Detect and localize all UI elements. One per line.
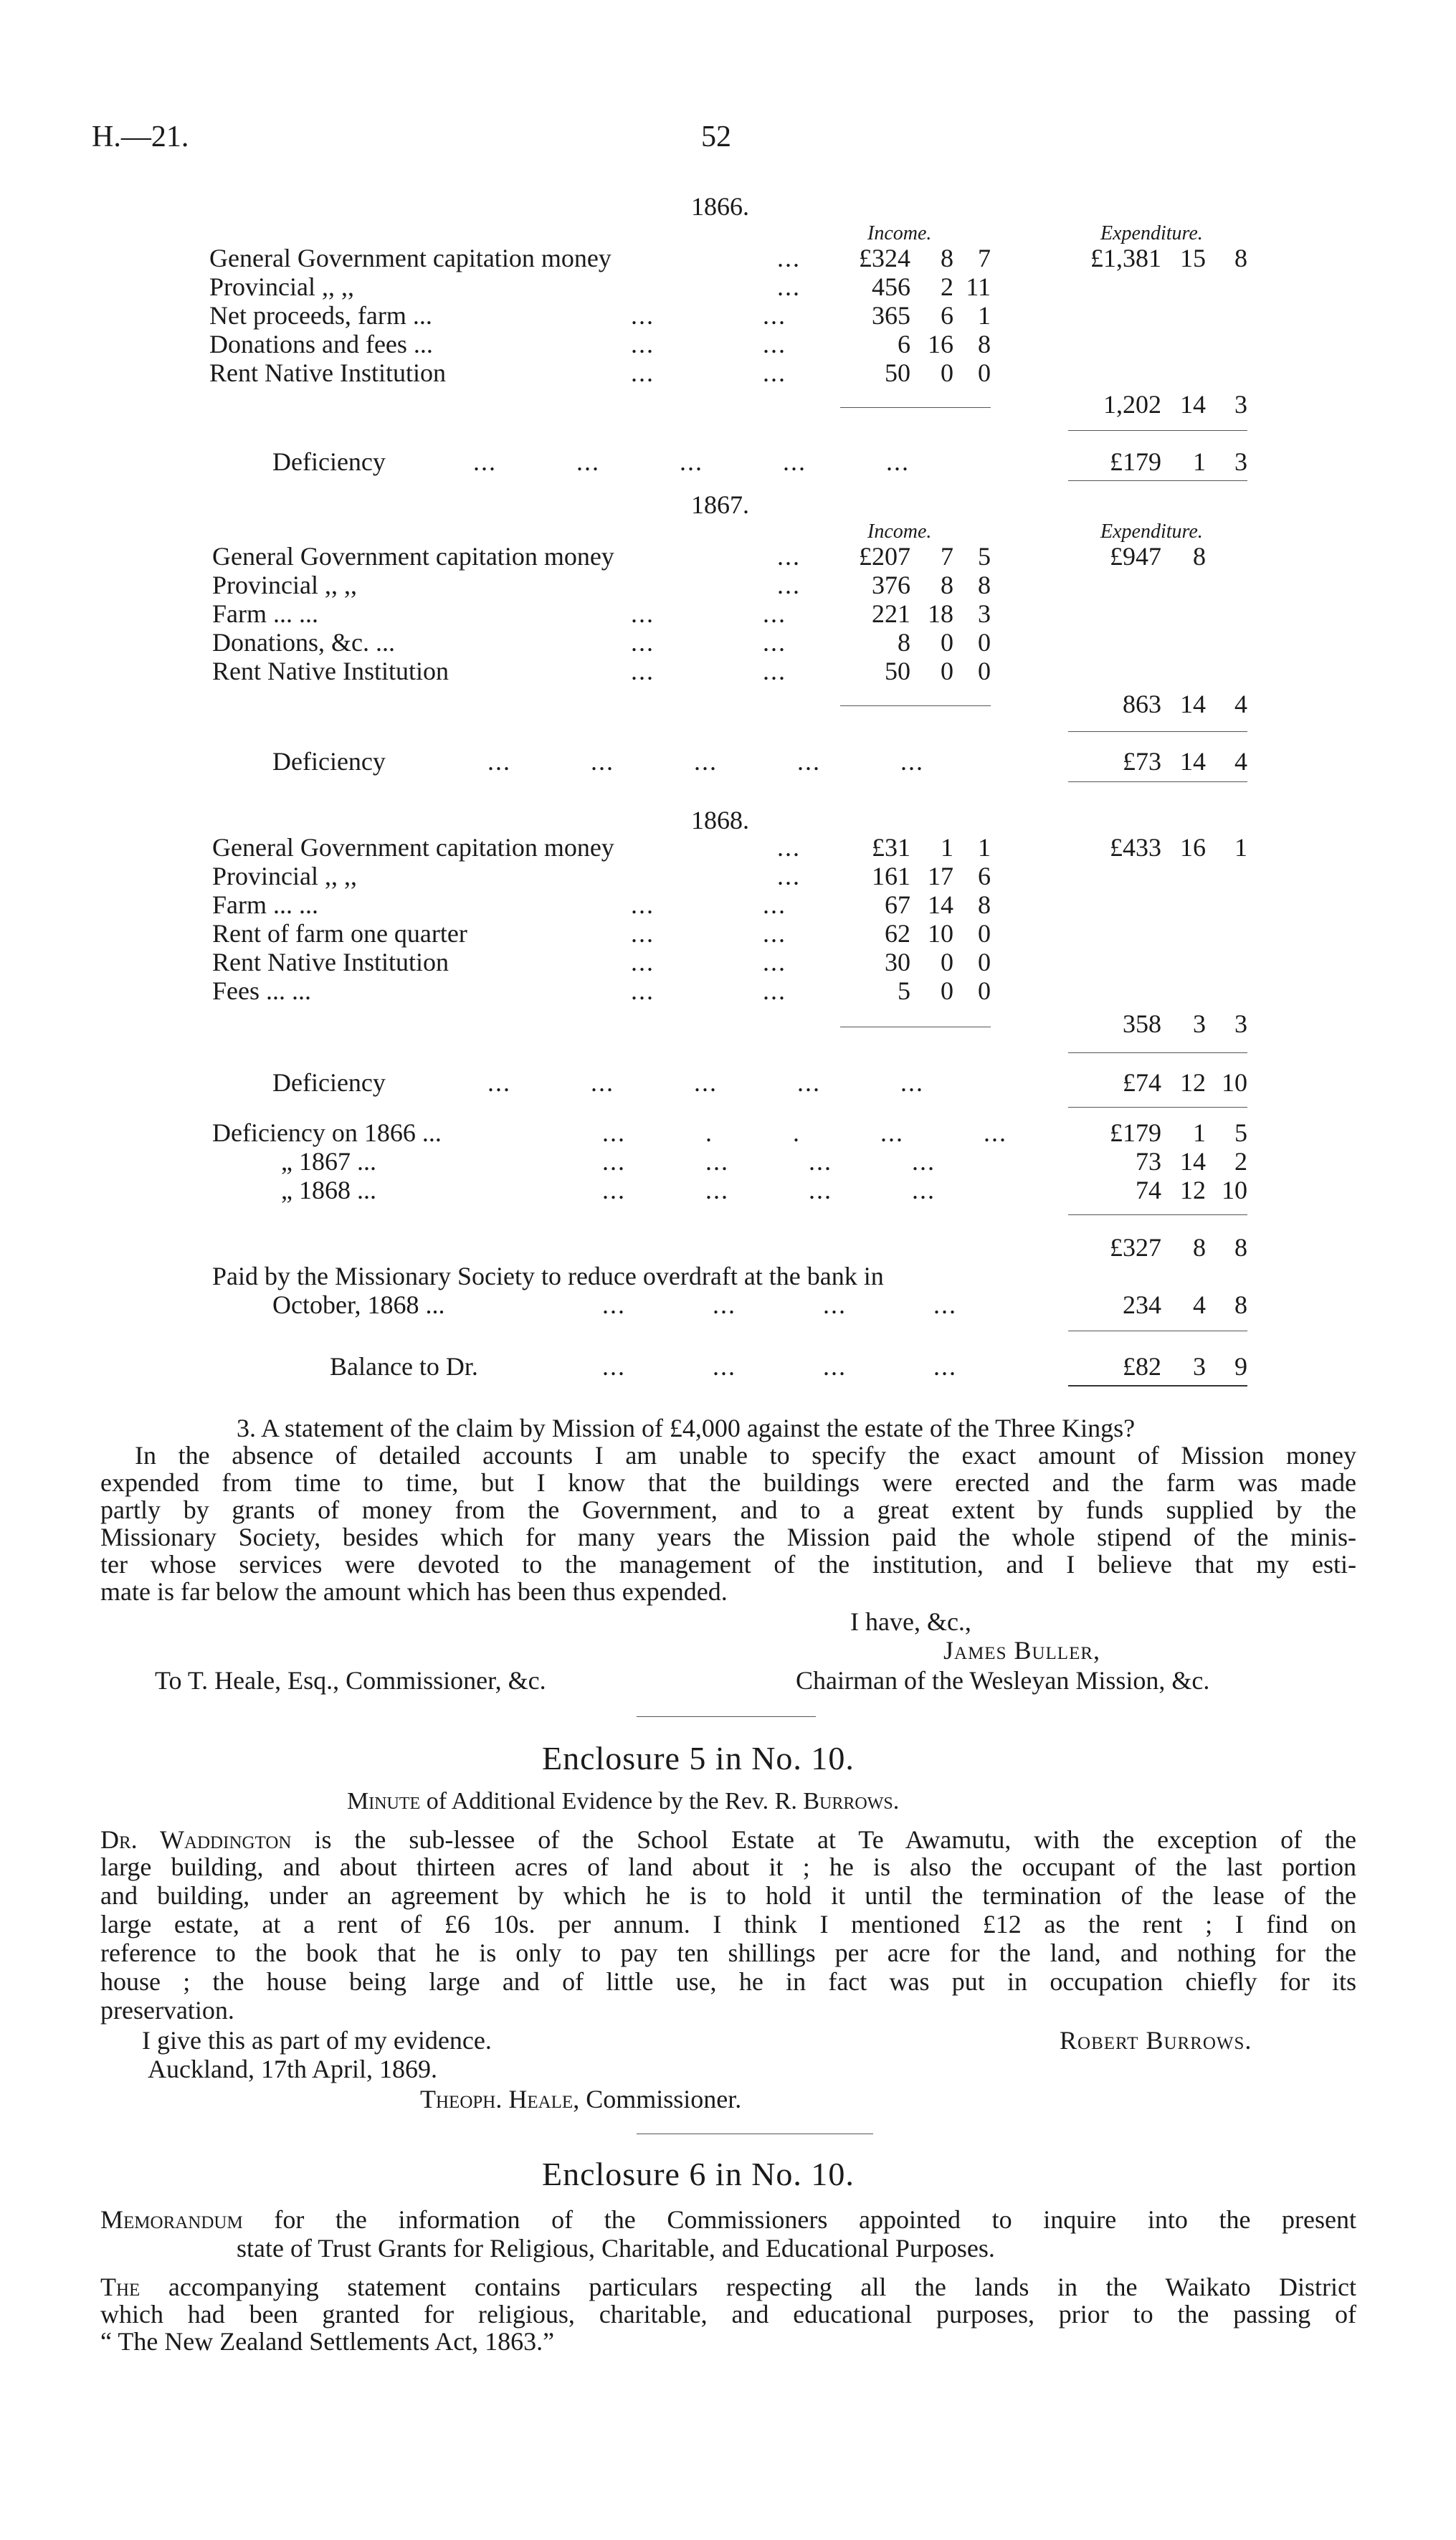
income-pounds: 456 xyxy=(872,272,910,301)
income-pence: 7 xyxy=(978,244,991,272)
income-pounds: £324 xyxy=(859,244,910,272)
summary-pence: 2 xyxy=(1234,1147,1247,1176)
text-line: ter whose services were devoted to the management of the institution, and I believe that my esti- xyxy=(100,1550,1356,1579)
summary-pence: 5 xyxy=(1234,1118,1247,1147)
row-dots: ... xyxy=(777,272,801,301)
year-heading-1866: 1866. xyxy=(691,192,749,221)
memorandum-line-2: state of Trust Grants for Religious, Charitable, and Educational Purposes. xyxy=(237,2234,995,2263)
deficiency-rule-1868 xyxy=(1068,1107,1247,1108)
income-pence: 1 xyxy=(978,301,991,330)
commissioner-name: Theoph. Heale, xyxy=(420,2085,580,2113)
income-pence: 0 xyxy=(978,919,991,948)
section-divider-1 xyxy=(637,1716,816,1717)
memorandum-line-1 xyxy=(100,2205,1356,2234)
income-column-header-1867: Income. xyxy=(867,520,932,543)
row-label: General Government capitation money xyxy=(212,542,614,571)
row-dots: ... xyxy=(777,833,801,862)
deficiency-rule-1866 xyxy=(1068,480,1247,481)
expenditure-1867-pounds: £947 xyxy=(1110,542,1161,571)
text-line: and building, under an agreement by which he is to hold it until the termination of the lease of the xyxy=(100,1881,1356,1910)
text-line: preservation. xyxy=(100,1996,234,2025)
deficiency-dots-1866: ... ... ... ... ... xyxy=(473,447,910,476)
row-dots: ... ... xyxy=(631,358,786,387)
letter-closing: I have, &c., xyxy=(850,1607,971,1636)
row-dots: ... ... xyxy=(631,599,786,628)
income-pence: 0 xyxy=(978,628,991,657)
total-1867-pence: 4 xyxy=(1234,690,1247,718)
text-line: In the absence of detailed accounts I am unable to specify the exact amount of Mission money xyxy=(135,1441,1356,1470)
paid-dots: ... ... ... ... xyxy=(602,1290,957,1319)
balance-pounds: £82 xyxy=(1123,1352,1161,1381)
deficiency-1868-shillings: 12 xyxy=(1180,1068,1206,1097)
summary-total-pounds: £327 xyxy=(1110,1233,1161,1262)
income-shillings: 8 xyxy=(941,244,953,272)
income-pence: 0 xyxy=(978,976,991,1005)
income-pounds: 67 xyxy=(885,890,910,919)
deficiency-1867-shillings: 14 xyxy=(1180,747,1206,776)
income-pence: 11 xyxy=(966,272,991,301)
text-line: Missionary Society, besides which for many years the Mission paid the whole stipend of the minis- xyxy=(100,1523,1356,1551)
enclosure-5-subheading xyxy=(347,1788,899,1815)
minute-name: Burrows. xyxy=(803,1788,900,1814)
text-line: “ The New Zealand Settlements Act, 1863.” xyxy=(100,2327,555,2356)
minute-label: Minute xyxy=(347,1788,421,1814)
summary-total-pence: 8 xyxy=(1234,1233,1247,1262)
deficiency-1868-pence: 10 xyxy=(1222,1068,1247,1097)
row-label: Fees ... ... xyxy=(212,976,311,1005)
income-rule-1867 xyxy=(840,705,991,706)
expenditure-1868-pounds: £433 xyxy=(1110,833,1161,862)
income-pence: 0 xyxy=(978,657,991,685)
row-label: Rent Native Institution xyxy=(212,657,449,685)
row-dots: ... ... xyxy=(631,628,786,657)
row-label: Provincial ,, ,, xyxy=(212,571,357,599)
income-shillings: 6 xyxy=(941,301,953,330)
summary-dots: ... . . ... ... xyxy=(602,1118,1007,1147)
enclosure-5-first-line-text: is the sub-lessee of the School Estate at Te Awamutu, with the exception of the xyxy=(314,1825,1356,1854)
income-pounds: £31 xyxy=(872,833,910,862)
text-line: large estate, at a rent of £6 10s. per annum. I think I mentioned £12 as the rent ; I find on xyxy=(100,1910,1356,1939)
income-pounds: £207 xyxy=(859,542,910,571)
deficiency-label-1866: Deficiency xyxy=(272,447,386,476)
row-dots: ... ... xyxy=(631,890,786,919)
total-1868-pounds: 358 xyxy=(1123,1009,1161,1038)
text-line: partly by grants of money from the Government, and to a great extent by funds supplied by the xyxy=(100,1495,1356,1524)
income-pounds: 5 xyxy=(898,976,910,1005)
row-label: General Government capitation money xyxy=(209,244,612,272)
deficiency-1866-pence: 3 xyxy=(1234,447,1247,476)
enclosure-6-first-line-text: accompanying statement contains particulars respecting all the lands in the Waikato District xyxy=(168,2273,1357,2301)
paid-pence: 8 xyxy=(1234,1290,1247,1319)
doctor-name: Dr. Waddington xyxy=(100,1825,292,1854)
income-pence: 8 xyxy=(978,890,991,919)
income-shillings: 0 xyxy=(941,628,953,657)
balance-double-rule xyxy=(1068,1385,1247,1386)
row-label: Donations and fees ... xyxy=(209,330,433,358)
enclosure-6-lead: The xyxy=(100,2273,141,2301)
summary-label: Deficiency on 1866 ... xyxy=(212,1118,442,1147)
income-shillings: 8 xyxy=(941,571,953,599)
income-pence: 1 xyxy=(978,833,991,862)
income-shillings: 0 xyxy=(941,976,953,1005)
row-label: Donations, &c. ... xyxy=(212,628,395,657)
expenditure-column-header: Expenditure. xyxy=(1100,222,1203,244)
income-shillings: 17 xyxy=(928,862,953,890)
expenditure-1868-pence: 1 xyxy=(1234,833,1247,862)
expenditure-1866-shillings: 15 xyxy=(1180,244,1206,272)
total-rule-1868 xyxy=(1068,1052,1247,1053)
row-label: Farm ... ... xyxy=(212,890,318,919)
income-shillings: 10 xyxy=(928,919,953,948)
income-pence: 8 xyxy=(978,330,991,358)
income-pence: 0 xyxy=(978,358,991,387)
letter-addressee: To T. Heale, Esq., Commissioner, &c. xyxy=(155,1666,546,1695)
year-heading-1868: 1868. xyxy=(691,806,749,834)
income-pounds: 30 xyxy=(885,948,910,976)
year-heading-1867: 1867. xyxy=(691,490,749,519)
balance-pence: 9 xyxy=(1234,1352,1247,1381)
paid-shillings: 4 xyxy=(1193,1290,1206,1319)
enclosure-5-heading: Enclosure 5 in No. 10. xyxy=(542,1740,855,1776)
row-dots: ... xyxy=(777,244,801,272)
summary-dots: ... ... ... ... xyxy=(602,1147,936,1176)
row-dots: ... xyxy=(777,862,801,890)
summary-pounds: £179 xyxy=(1110,1118,1161,1147)
document-code: H.—21. xyxy=(92,120,189,153)
income-shillings: 7 xyxy=(941,542,953,571)
expenditure-1866-pounds: £1,381 xyxy=(1090,244,1161,272)
income-column-header: Income. xyxy=(867,222,932,244)
text-line: expended from time to time, but I know that the buildings were erected and the farm was made xyxy=(100,1468,1356,1497)
place-and-date: Auckland, 17th April, 1869. xyxy=(148,2055,437,2083)
summary-total-shillings: 8 xyxy=(1193,1233,1206,1262)
summary-label: „ 1867 ... xyxy=(281,1147,376,1176)
row-label: Rent of farm one quarter xyxy=(212,919,467,948)
summary-pounds: 73 xyxy=(1136,1147,1161,1176)
balance-shillings: 3 xyxy=(1193,1352,1206,1381)
income-rule-1866 xyxy=(840,407,991,408)
total-rule-1867 xyxy=(1068,731,1247,732)
row-label: Provincial ,, ,, xyxy=(212,862,357,890)
memorandum-line-1-text: for the information of the Commissioners appointed to inquire into the present xyxy=(274,2205,1357,2234)
row-dots: ... ... xyxy=(631,301,786,330)
row-dots: ... ... xyxy=(631,657,786,685)
income-shillings: 18 xyxy=(928,599,953,628)
summary-pounds: 74 xyxy=(1136,1176,1161,1204)
income-pounds: 50 xyxy=(885,657,910,685)
deficiency-dots-1867: ... ... ... ... ... xyxy=(487,747,924,776)
paid-line-2: October, 1868 ... xyxy=(272,1290,445,1319)
income-pence: 0 xyxy=(978,948,991,976)
deficiency-1868-pounds: £74 xyxy=(1123,1068,1161,1097)
text-line: which had been granted for religious, charitable, and educational purposes, prior to the passing of xyxy=(100,2300,1356,2329)
memorandum-label: Memorandum xyxy=(100,2205,243,2234)
letter-signatory-title: Chairman of the Wesleyan Mission, &c. xyxy=(796,1666,1210,1695)
income-shillings: 0 xyxy=(941,358,953,387)
minute-description: of Additional Evidence by the Rev. R. xyxy=(426,1788,797,1814)
income-pounds: 365 xyxy=(872,301,910,330)
row-label: Rent Native Institution xyxy=(212,948,449,976)
summary-rule xyxy=(1068,1214,1247,1215)
expenditure-1866-pence: 8 xyxy=(1234,244,1247,272)
balance-label: Balance to Dr. xyxy=(330,1352,478,1381)
income-pounds: 6 xyxy=(898,330,910,358)
summary-label: „ 1868 ... xyxy=(281,1176,376,1204)
income-pounds: 50 xyxy=(885,358,910,387)
income-pounds: 161 xyxy=(872,862,910,890)
paid-line-1: Paid by the Missionary Society to reduce overdraft at the bank in xyxy=(212,1262,884,1290)
evidence-statement: I give this as part of my evidence. xyxy=(142,2026,492,2055)
page-number: 52 xyxy=(701,120,731,153)
summary-shillings: 1 xyxy=(1193,1118,1206,1147)
row-label: Provincial ,, ,, xyxy=(209,272,354,301)
income-pounds: 221 xyxy=(872,599,910,628)
total-1866-pence: 3 xyxy=(1234,390,1247,419)
enclosure-6-heading: Enclosure 6 in No. 10. xyxy=(542,2156,855,2192)
summary-pence: 10 xyxy=(1222,1176,1247,1204)
row-label: Rent Native Institution xyxy=(209,358,446,387)
commissioner-line xyxy=(420,2085,741,2113)
paid-pounds: 234 xyxy=(1123,1290,1161,1319)
summary-shillings: 12 xyxy=(1180,1176,1206,1204)
income-shillings: 1 xyxy=(941,833,953,862)
deficiency-1867-pounds: £73 xyxy=(1123,747,1161,776)
total-1866-pounds: 1,202 xyxy=(1103,390,1161,419)
total-1868-shillings: 3 xyxy=(1193,1009,1206,1038)
income-pence: 6 xyxy=(978,862,991,890)
deficiency-1866-pounds: £179 xyxy=(1110,447,1161,476)
total-1867-pounds: 863 xyxy=(1123,690,1161,718)
deficiency-1866-shillings: 1 xyxy=(1193,447,1206,476)
row-dots: ... ... xyxy=(631,976,786,1005)
row-dots: ... xyxy=(777,542,801,571)
item-3-question: 3. A statement of the claim by Mission of £4,000 against the estate of the Three Kings? xyxy=(237,1414,1136,1442)
row-dots: ... ... xyxy=(631,330,786,358)
text-line: reference to the book that he is only to pay ten shillings per acre for the land, and nothing for the xyxy=(100,1939,1356,1967)
row-dots: ... ... xyxy=(631,948,786,976)
income-pounds: 376 xyxy=(872,571,910,599)
income-pence: 8 xyxy=(978,571,991,599)
row-label: Farm ... ... xyxy=(212,599,318,628)
income-shillings: 16 xyxy=(928,330,953,358)
enclosure-6-first-line xyxy=(100,2273,1356,2301)
income-shillings: 0 xyxy=(941,948,953,976)
income-pence: 5 xyxy=(978,542,991,571)
deficiency-label-1867: Deficiency xyxy=(272,747,386,776)
row-dots: ... xyxy=(777,571,801,599)
enclosure-5-first-line xyxy=(100,1825,1356,1854)
row-label: Net proceeds, farm ... xyxy=(209,301,432,330)
letter-signature: James Buller, xyxy=(943,1636,1101,1665)
text-line: house ; the house being large and of little use, he in fact was put in occupation chiefly for its xyxy=(100,1967,1356,1996)
income-shillings: 2 xyxy=(941,272,953,301)
expenditure-column-header-1867: Expenditure. xyxy=(1100,520,1203,543)
income-pounds: 62 xyxy=(885,919,910,948)
evidence-signer: Robert Burrows. xyxy=(1060,2026,1252,2055)
summary-shillings: 14 xyxy=(1180,1147,1206,1176)
deficiency-1867-pence: 4 xyxy=(1234,747,1247,776)
balance-dots: ... ... ... ... xyxy=(602,1352,957,1381)
deficiency-rule-1867 xyxy=(1068,781,1247,782)
total-1867-shillings: 14 xyxy=(1180,690,1206,718)
summary-dots: ... ... ... ... xyxy=(602,1176,936,1204)
income-shillings: 14 xyxy=(928,890,953,919)
income-pounds: 8 xyxy=(898,628,910,657)
income-shillings: 0 xyxy=(941,657,953,685)
row-dots: ... ... xyxy=(631,919,786,948)
expenditure-1867-shillings: 8 xyxy=(1193,542,1206,571)
income-pence: 3 xyxy=(978,599,991,628)
deficiency-label-1868: Deficiency xyxy=(272,1068,386,1097)
total-1868-pence: 3 xyxy=(1234,1009,1247,1038)
expenditure-1868-shillings: 16 xyxy=(1180,833,1206,862)
deficiency-dots-1868: ... ... ... ... ... xyxy=(487,1068,924,1097)
text-line: mate is far below the amount which has been thus expended. xyxy=(100,1577,728,1606)
text-line: large building, and about thirteen acres of land about it ; he is also the occupant of the last portion xyxy=(100,1852,1356,1881)
total-rule-1866 xyxy=(1068,430,1247,431)
commissioner-title: Commissioner. xyxy=(586,2085,742,2113)
total-1866-shillings: 14 xyxy=(1180,390,1206,419)
row-label: General Government capitation money xyxy=(212,833,614,862)
